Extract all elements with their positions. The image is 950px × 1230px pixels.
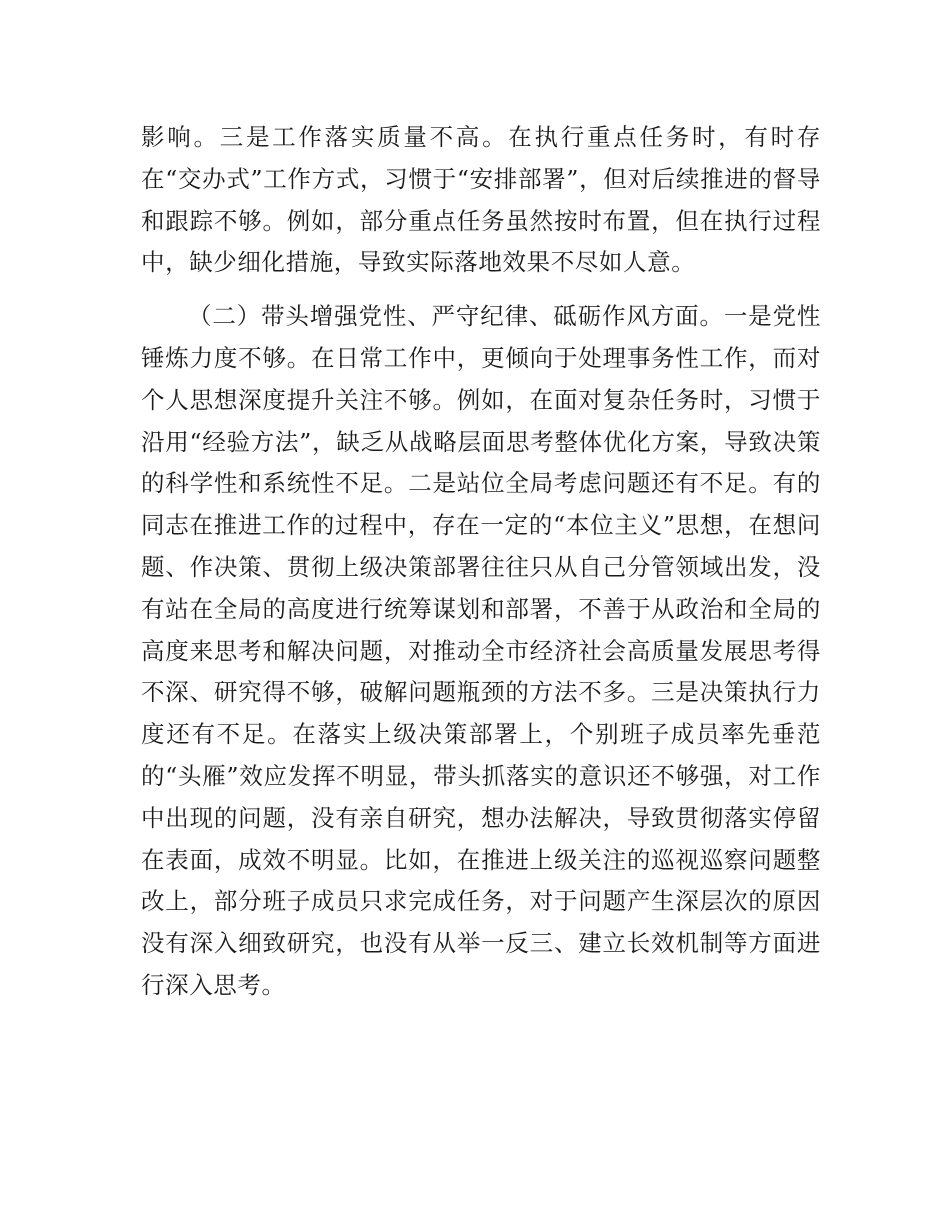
document-body — [141, 117, 821, 1007]
paragraph-section-two: （二）带头增强党性、严守纪律、砥砺作风方面。一是党性锤炼力度不够。在日常工作中，更倾向于处理事务性工作，而对个人思想深度提升关注不够。例如，在面对复杂任务时，习惯于沿用“经验方法”，缺乏从战略层面思考整体优化方案，导致决策的科学性和系统性不足。二是站位全局考虑问题还有不足。有的同志在推进工作的过程中，存在一定的“本位主义”思想，在想问题、作决策、贯彻上级决策部署往往只从自己分管领域出发，没有站在全局的高度进行统筹谋划和部署，不善于从政治和全局的高度来思考和解决问题，对推动全市经济社会高质量发展思考得不深、研究得不够，破解问题瓶颈的方法不多。三是决策执行力度还有不足。在落实上级决策部署上，个别班子成员率先垂范的“头雁”效应发挥不明显，带头抓落实的意识还不够强，对工作中出现的问题，没有亲自研究，想办法解决，导致贯彻落实停留在表面，成效不明显。比如，在推进上级关注的巡视巡察问题整改上，部分班子成员只求完成任务，对于问题产生深层次的原因没有深入细致研究，也没有从举一反三、建立长效机制等方面进行深入思考。 — [141, 302, 821, 999]
paragraph-continuation: 影响。三是工作落实质量不高。在执行重点任务时，有时存在“交办式”工作方式，习惯于“安排部署”，但对后续推进的督导和跟踪不够。例如，部分重点任务虽然按时布置，但在执行过程中，缺少细化措施，导致实际落地效果不尽如人意。 — [141, 123, 821, 277]
